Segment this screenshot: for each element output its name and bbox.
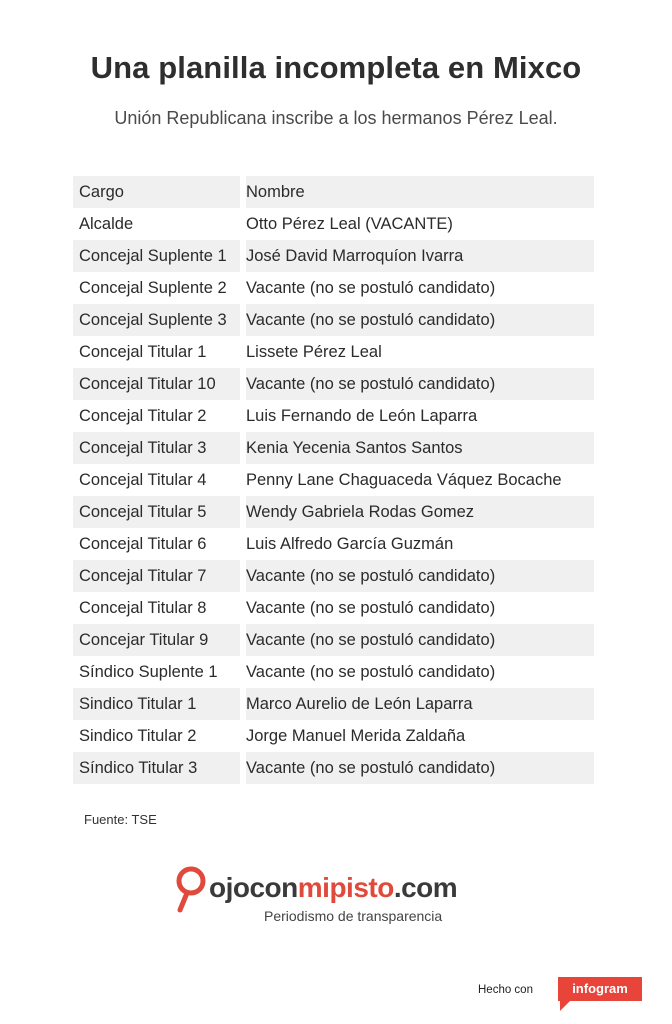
logo-wordmark bbox=[209, 872, 457, 904]
nombre-cell: Vacante (no se postuló candidato) bbox=[246, 278, 496, 297]
cargo-cell: Concejal Titular 7 bbox=[79, 566, 207, 585]
nombre-cell: Lissete Pérez Leal bbox=[246, 342, 382, 361]
nombre-cell: Vacante (no se postuló candidato) bbox=[246, 630, 496, 649]
table-row bbox=[73, 208, 594, 240]
cargo-cell: Concejal Suplente 3 bbox=[79, 310, 227, 329]
page-subtitle: Unión Republicana inscribe a los hermanos Pérez Leal. bbox=[114, 108, 558, 128]
cargo-cell: Concejal Suplente 1 bbox=[79, 246, 227, 265]
table-row bbox=[73, 656, 594, 688]
nombre-cell: Jorge Manuel Merida Zaldaña bbox=[246, 726, 466, 745]
nombre-cell: Vacante (no se postuló candidato) bbox=[246, 374, 496, 393]
nombre-cell: Vacante (no se postuló candidato) bbox=[246, 598, 496, 617]
table-header bbox=[73, 176, 594, 208]
made-with-label: Hecho con bbox=[478, 984, 533, 996]
magnifier-icon bbox=[175, 864, 209, 916]
table-row bbox=[73, 688, 594, 720]
logo-tagline: Periodismo de transparencia bbox=[264, 908, 443, 924]
nombre-cell: Vacante (no se postuló candidato) bbox=[246, 566, 496, 585]
table-row bbox=[73, 240, 594, 272]
candidates-table bbox=[73, 176, 594, 784]
nombre-cell: Luis Alfredo García Guzmán bbox=[246, 534, 454, 553]
ojoconmipisto-logo[interactable] bbox=[175, 864, 475, 934]
nombre-cell: Penny Lane Chaguaceda Váquez Bocache bbox=[246, 470, 562, 489]
table-row bbox=[73, 336, 594, 368]
header-cargo: Cargo bbox=[79, 182, 124, 201]
cargo-cell: Concejar Titular 9 bbox=[79, 630, 209, 649]
logo-suffix: .com bbox=[393, 872, 458, 903]
table-row bbox=[73, 560, 594, 592]
table-row bbox=[73, 464, 594, 496]
nombre-cell: Vacante (no se postuló candidato) bbox=[246, 758, 496, 777]
table-row bbox=[73, 432, 594, 464]
nombre-cell: Otto Pérez Leal (VACANTE) bbox=[246, 214, 453, 233]
cargo-cell: Concejal Titular 1 bbox=[79, 342, 207, 361]
table-row bbox=[73, 400, 594, 432]
cargo-cell: Concejal Suplente 2 bbox=[79, 278, 227, 297]
cargo-cell: Síndico Titular 3 bbox=[79, 758, 198, 777]
nombre-cell: Kenia Yecenia Santos Santos bbox=[246, 438, 463, 457]
table-row bbox=[73, 528, 594, 560]
cargo-cell: Sindico Titular 2 bbox=[79, 726, 197, 745]
source-note: Fuente: TSE bbox=[84, 812, 157, 827]
cargo-cell: Concejal Titular 4 bbox=[79, 470, 207, 489]
nombre-cell: Marco Aurelio de León Laparra bbox=[246, 694, 473, 713]
logo-prefix: ojocon bbox=[209, 872, 298, 903]
table-row bbox=[73, 304, 594, 336]
table-row bbox=[73, 592, 594, 624]
table-row bbox=[73, 272, 594, 304]
cargo-cell: Concejal Titular 3 bbox=[79, 438, 207, 457]
header-nombre: Nombre bbox=[246, 182, 305, 201]
infogram-badge-tail bbox=[560, 1001, 570, 1011]
cargo-cell: Síndico Suplente 1 bbox=[79, 662, 218, 681]
cargo-cell: Concejal Titular 8 bbox=[79, 598, 207, 617]
infogram-badge[interactable]: infogram bbox=[558, 977, 642, 1001]
cargo-cell: Concejal Titular 6 bbox=[79, 534, 207, 553]
table-row bbox=[73, 720, 594, 752]
nombre-cell: Vacante (no se postuló candidato) bbox=[246, 310, 496, 329]
table-row bbox=[73, 624, 594, 656]
cargo-cell: Alcalde bbox=[79, 214, 134, 233]
page-title: Una planilla incompleta en Mixco bbox=[90, 50, 582, 85]
cargo-cell: Concejal Titular 5 bbox=[79, 502, 207, 521]
nombre-cell: Luis Fernando de León Laparra bbox=[246, 406, 478, 425]
cargo-cell: Concejal Titular 2 bbox=[79, 406, 207, 425]
cargo-cell: Sindico Titular 1 bbox=[79, 694, 197, 713]
nombre-cell: Wendy Gabriela Rodas Gomez bbox=[246, 502, 475, 521]
nombre-cell: José David Marroquíon Ivarra bbox=[246, 246, 464, 265]
cargo-cell: Concejal Titular 10 bbox=[79, 374, 216, 393]
nombre-cell: Vacante (no se postuló candidato) bbox=[246, 662, 496, 681]
table-row bbox=[73, 496, 594, 528]
table-row bbox=[73, 752, 594, 784]
table-row bbox=[73, 368, 594, 400]
logo-highlight: mipisto bbox=[297, 872, 394, 903]
